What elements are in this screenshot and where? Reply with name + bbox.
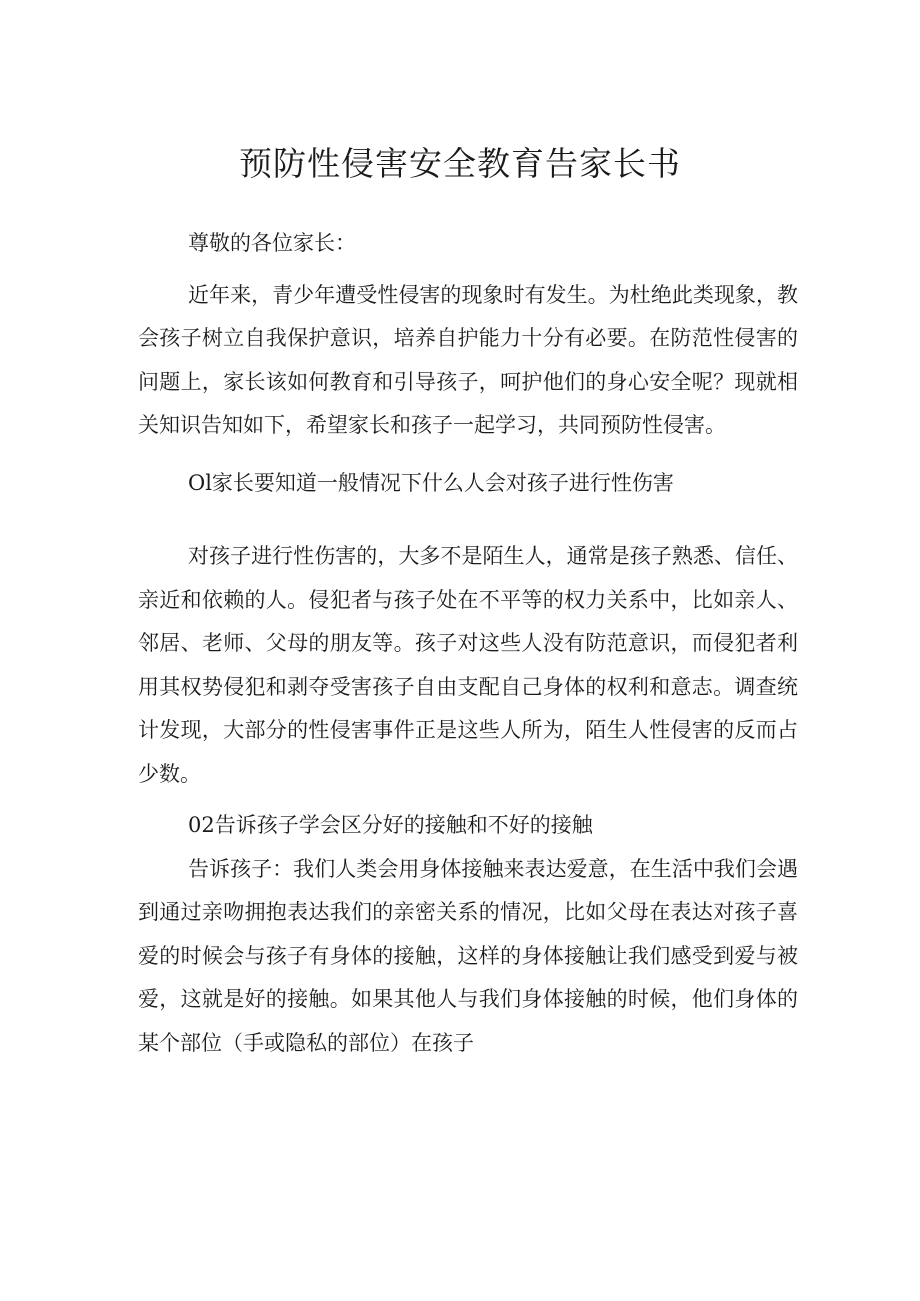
document-body	[138, 222, 798, 1065]
salutation: 尊敬的各位家长：	[188, 231, 356, 255]
paragraph-section-01: 对孩子进行性伤害的，大多不是陌生人，通常是孩子熟悉、信任、亲近和依赖的人。侵犯者与孩子处在不平等的权力关系中，比如亲人、邻居、老师、父母的朋友等。孩子对这些人没有防范意识，而侵犯者利用其权势侵犯和剥夺受害孩子自由支配自己身体的权利和意志。调查统计发现，大部分的性侵害事件正是这些人所为，陌生人性侵害的反而占少数。	[138, 544, 798, 786]
section-heading-01: Ol家长要知道一般情况下什么人会对孩子进行性伤害	[188, 470, 674, 495]
paragraph-intro: 近年来，青少年遭受性侵害的现象时有发生。为杜绝此类现象，教会孩子树立自我保护意识，培养自护能力十分有必要。在防范性侵害的问题上，家长该如何教育和引导孩子，呵护他们的身心安全呢？现就相关知识告知如下，希望家长和孩子一起学习，共同预防性侵害。	[138, 282, 798, 437]
document-title: 预防性侵害安全教育告家长书	[239, 144, 681, 183]
section-heading-02: 02告诉孩子学会区分好的接触和不好的接触	[188, 813, 593, 837]
paragraph-section-02: 告诉孩子：我们人类会用身体接触来表达爱意，在生活中我们会遇到通过亲吻拥抱表达我们的亲密关系的情况，比如父母在表达对孩子喜爱的时候会与孩子有身体的接触，这样的身体接触让我们感受到爱与被爱，这就是好的接触。如果其他人与我们身体接触的时候，他们身体的某个部位（手或隐私的部位）在孩子	[138, 856, 798, 1055]
